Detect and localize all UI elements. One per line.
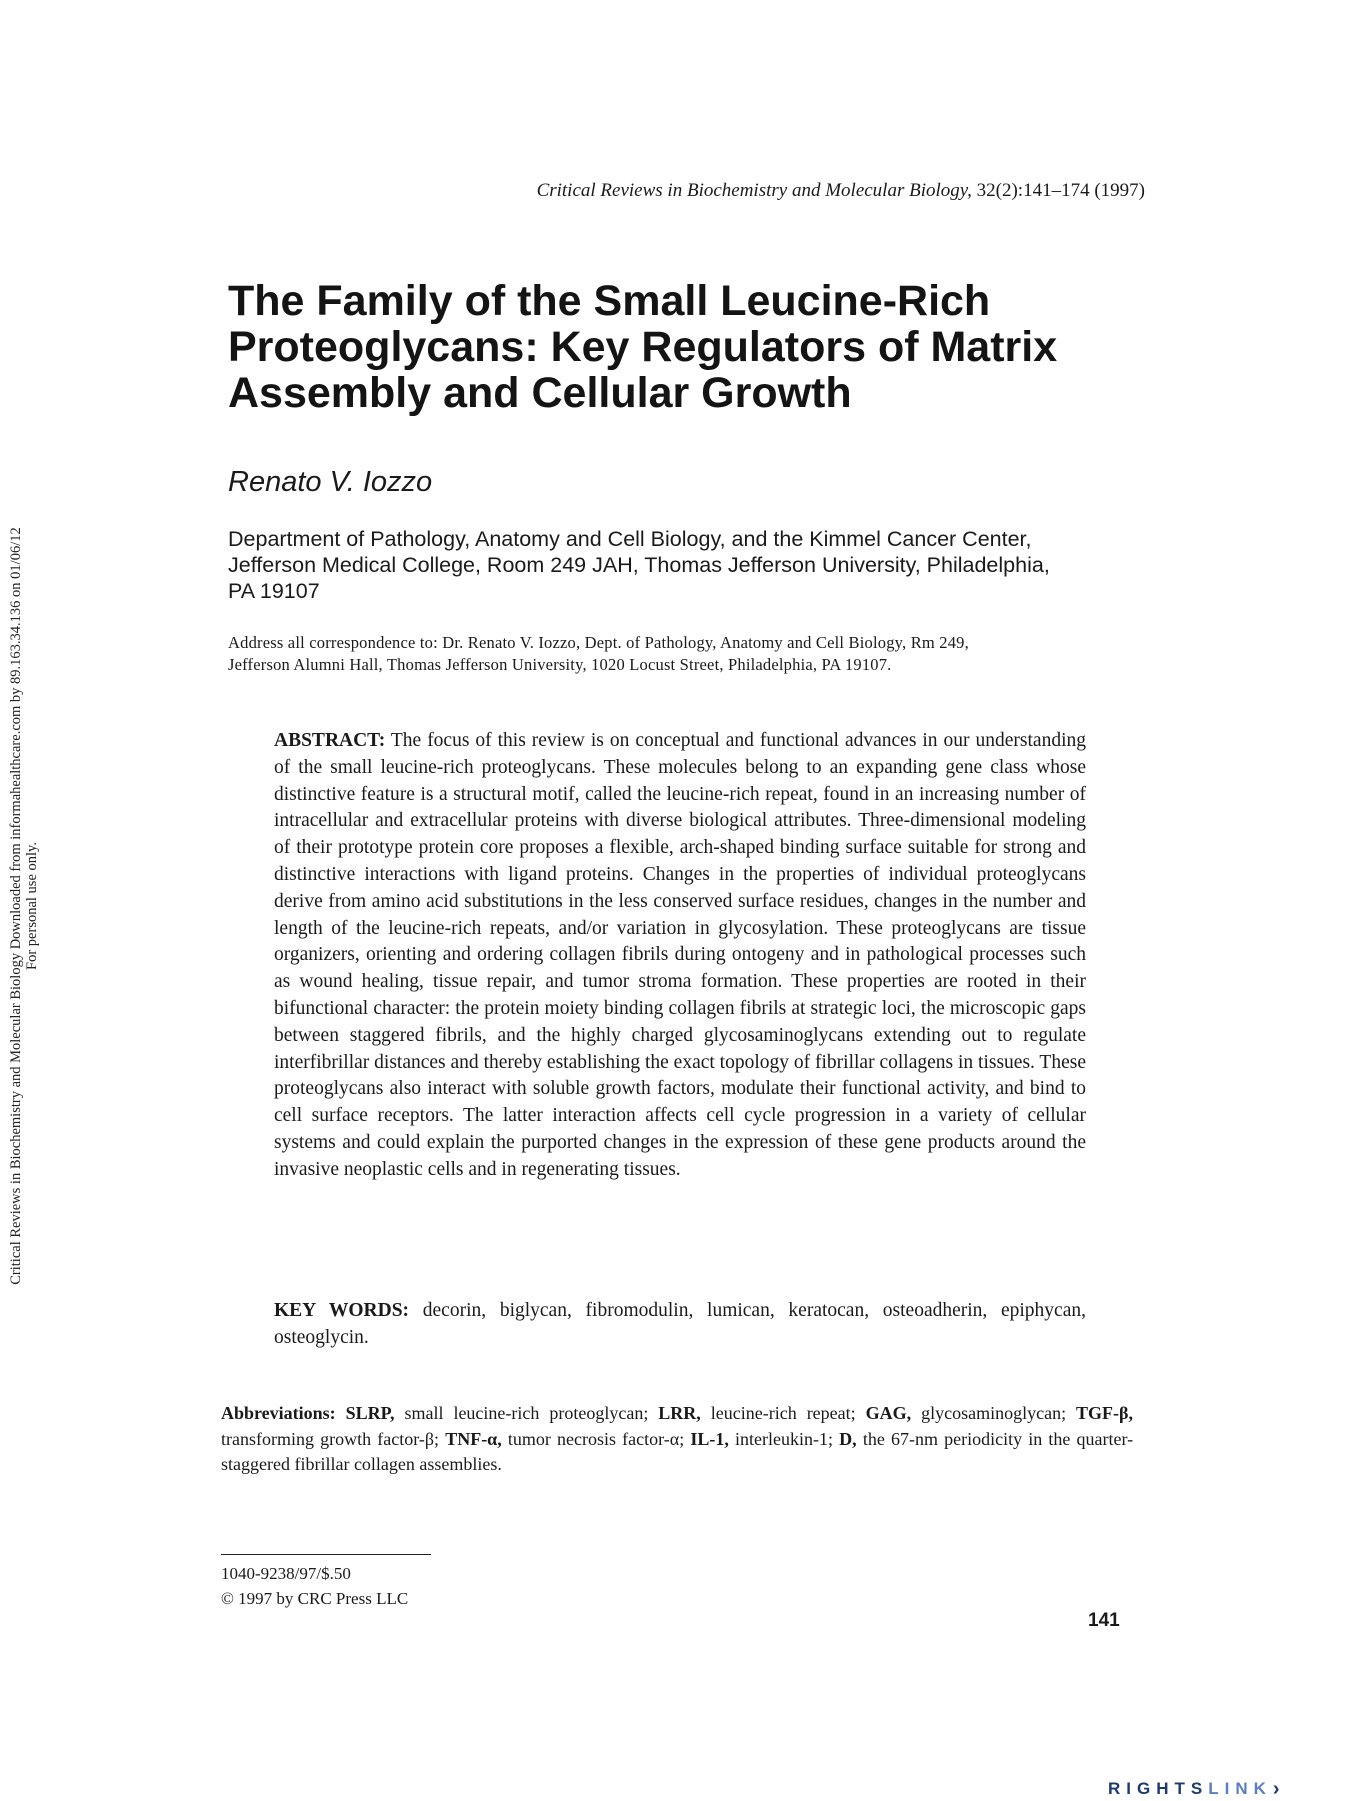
abbreviations-label: Abbreviations: bbox=[221, 1403, 336, 1423]
footnote bbox=[221, 1561, 408, 1611]
title-line: The Family of the Small Leucine-Rich bbox=[228, 277, 991, 325]
page-number: 141 bbox=[1088, 1610, 1120, 1631]
volume-pages: 32(2):141–174 (1997) bbox=[976, 180, 1145, 201]
abbrev-term: LRR, bbox=[658, 1403, 701, 1423]
affiliation-line: PA 19107 bbox=[228, 579, 320, 603]
abbrev-definition: interleukin-1; bbox=[735, 1428, 834, 1449]
download-notice bbox=[0, 456, 48, 1356]
abbrev-term: GAG, bbox=[865, 1403, 912, 1423]
correspondence-address bbox=[228, 632, 1108, 675]
download-notice-text bbox=[8, 456, 40, 1356]
abbrev-term: IL-1, bbox=[690, 1428, 729, 1449]
title-line: Assembly and Cellular Growth bbox=[228, 369, 852, 417]
abstract-text: The focus of this review is on conceptual and functional advances in our understanding of the small leucine-rich proteoglycans. These molecules belong to an expanding gene class whose distinctive feature is a structural motif, called the leucine-rich repeat, found in an increasing number of intracellular and extracellular proteins with diverse biological attributes. Three-dimensional modeling of their prototype protein core proposes a flexible, arch-shaped binding surface suitable for strong and distinctive interactions with ligand proteins. Changes in the properties of individual proteoglycans derive from amino acid substitutions in the less conserved surface residues, changes in the number and length of the leucine-rich repeats, and/or variation in glycosylation. These proteoglycans are tissue organizers, orienting and ordering collagen fibrils during ontogeny and in pathological processes such as wound healing, tissue repair, and tumor stroma formation. These properties are rooted in their bifunctional character: the protein moiety binding collagen fibrils at strategic loci, the microscopic gaps between staggered fibrils, and the highly charged glycosaminoglycans extending out to regulate interfibrillar distances and thereby establishing the exact topology of fibrillar collagens in tissues. These proteoglycans also interact with soluble growth factors, modulate their functional activity, and bind to cell surface receptors. The latter interaction affects cell cycle progression in a variety of cellular systems and could explain the purported changes in the expression of these gene products around the invasive neoplastic cells and in regenerating tissues. bbox=[274, 730, 1086, 1180]
abbreviations bbox=[221, 1401, 1133, 1478]
rightslink-logo[interactable] bbox=[1108, 1779, 1280, 1801]
affiliation-line: Department of Pathology, Anatomy and Cell Biology, and the Kimmel Cancer Center, bbox=[228, 527, 1032, 551]
keywords bbox=[274, 1298, 1086, 1352]
keywords-text: decorin, biglycan, fibromodulin, lumican, keratocan, osteoadherin, epiphycan, osteoglycin. bbox=[274, 1300, 1086, 1348]
abbrev-definition: transforming growth factor-β; bbox=[221, 1428, 440, 1449]
abbrev-definition: leucine-rich repeat; bbox=[710, 1403, 856, 1423]
article-title bbox=[228, 278, 1128, 416]
abbrev-definition: small leucine-rich proteoglycan; bbox=[404, 1403, 649, 1423]
author-name: Renato V. Iozzo bbox=[228, 466, 433, 498]
issn-price: 1040-9238/97/$.50 bbox=[221, 1564, 351, 1583]
abbrev-definition: tumor necrosis factor-α; bbox=[507, 1428, 685, 1449]
affiliation-line: Jefferson Medical College, Room 249 JAH, Thomas Jefferson University, Philadelphia, bbox=[228, 553, 1050, 577]
affiliation bbox=[228, 526, 1108, 604]
title-line: Proteoglycans: Key Regulators of Matrix bbox=[228, 323, 1058, 371]
abbrev-term: TNF-α, bbox=[445, 1428, 502, 1449]
rightslink-link: LINK bbox=[1208, 1779, 1272, 1798]
journal-name: Critical Reviews in Biochemistry and Molecular Biology, bbox=[536, 180, 972, 201]
address-line: Jefferson Alumni Hall, Thomas Jefferson University, 1020 Locust Street, Philadelphia, PA 19107. bbox=[228, 654, 892, 674]
abbrev-definition: glycosaminoglycan; bbox=[921, 1403, 1067, 1423]
abstract-label: ABSTRACT: bbox=[274, 730, 386, 751]
footnote-divider bbox=[221, 1554, 431, 1555]
rightslink-arrow-icon: › bbox=[1272, 1778, 1280, 1800]
abbrev-definition: the 67-nm periodicity in the quarter-staggered fibrillar collagen assemblies. bbox=[221, 1428, 1134, 1474]
journal-citation bbox=[500, 180, 1145, 202]
abbrev-term: D, bbox=[839, 1428, 857, 1449]
address-line: Address all correspondence to: Dr. Renato V. Iozzo, Dept. of Pathology, Anatomy and Cell Biology, Rm 249, bbox=[228, 633, 969, 652]
rightslink-rights: RIGHTS bbox=[1108, 1779, 1209, 1798]
copyright: © 1997 by CRC Press LLC bbox=[221, 1589, 409, 1608]
abbrev-term: TGF-β, bbox=[1076, 1403, 1134, 1423]
download-notice-line: Critical Reviews in Biochemistry and Molecular Biology Downloaded from informahealthcare.com by 89.163.34.136 on 01/06/12 bbox=[8, 527, 24, 1285]
abstract bbox=[274, 728, 1086, 1184]
keywords-label: KEY WORDS: bbox=[274, 1300, 410, 1321]
download-notice-line: For personal use only. bbox=[24, 842, 40, 970]
abbrev-term: SLRP, bbox=[345, 1403, 395, 1423]
